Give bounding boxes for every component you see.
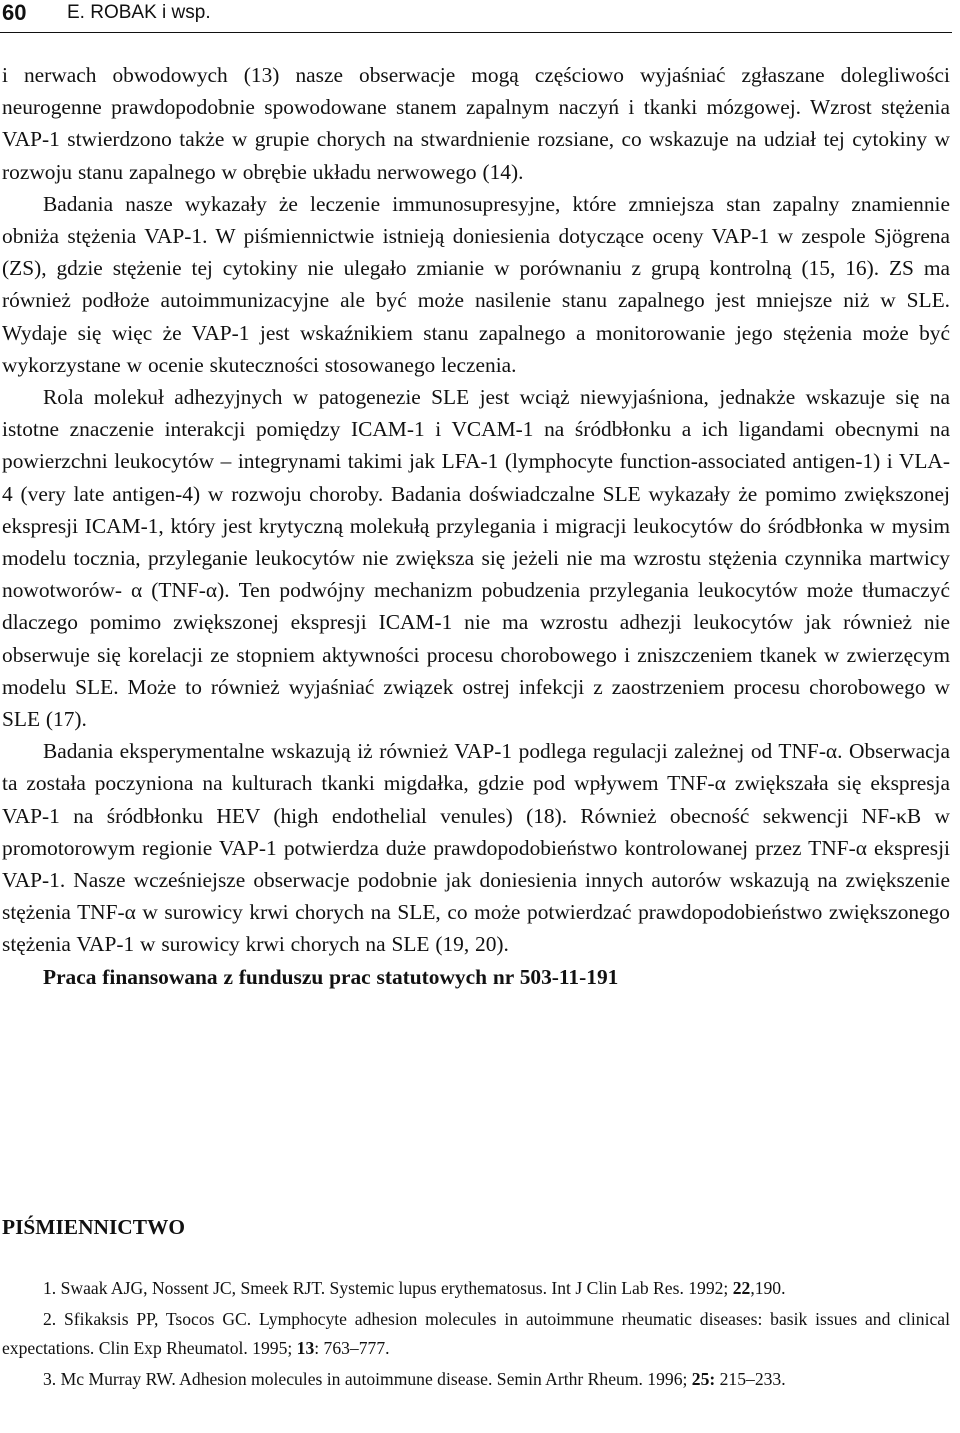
reference-volume: 25: — [691, 1368, 716, 1389]
reference-pages: : 763–777. — [314, 1338, 390, 1358]
reference-volume: 13 — [296, 1338, 315, 1358]
header-rule — [0, 32, 952, 33]
reference-text: 1. Swaak AJG, Nossent JC, Smeek RJT. Systemic lupus erythematosus. Int J Clin Lab Res. 1992; — [43, 1278, 733, 1298]
reference-text: 2. Sfikaksis PP, Tsocos GC. Lymphocyte adhesion molecules in autoimmune rheumatic diseases: basik issues and clinical expectations. Clin Exp Rheumatol. 1995; — [2, 1308, 950, 1358]
page-number: 60 — [2, 0, 27, 25]
reference-item — [2, 1365, 950, 1395]
reference-item — [2, 1305, 950, 1364]
funding-note: Praca finansowana z funduszu prac statutowych nr 503-11-191 — [43, 964, 619, 989]
paragraph: Badania eksperymentalne wskazują iż również VAP-1 podlega regulacji zależnej od TNF-α. Obserwacja ta została poczyniona na kulturach tkanki migdałka, gdzie pod wpływem TNF-α zwiększała się ekspresja VAP-1 na śródbłonku HEV (high endothelial venules) (18). Również obecność sekwencji NF-κB w promotorowym regionie VAP-1 potwierdza duże prawdopodobieństwo kontrolowanej przez TNF-α ekspresji VAP-1. Nasze wcześniejsze obserwacje podobnie jak doniesienia innych autorów wskazują na zwiększenie stężenia TNF-α w surowicy krwi chorych na SLE, co może potwierdzać prawdopodobieństwo zwiększonego stężenia VAP-1 w surowicy krwi chorych na SLE (19, 20). — [2, 739, 950, 957]
references-list — [2, 1274, 950, 1394]
paragraph: Badania nasze wykazały że leczenie immunosupresyjne, które zmniejsza stan zapalny znamiennie obniża stężenia VAP-1. W piśmiennictwie istnieją doniesienia dotyczące oceny VAP-1 w zespole Sjögrena (ZS), gdzie stężenie tej cytokiny nie ulegało zmianie w porównaniu z grupą kontrolną (15, 16). ZS ma również podłoże autoimmunizacyjne ale być może nasilenie stanu zapalnego jest mniejsze niż w SLE. Wydaje się więc że VAP-1 jest wskaźnikiem stanu zapalnego a monitorowanie jego stężenia może być wykorzystane w ocenie skuteczności stosowanego leczenia. — [2, 191, 950, 377]
page-header — [0, 0, 952, 36]
references-heading: PIŚMIENNICTWO — [2, 1215, 186, 1239]
article-body — [2, 59, 950, 993]
reference-pages: ,190. — [750, 1278, 786, 1298]
reference-item — [2, 1274, 950, 1304]
paragraph: Rola molekuł adhezyjnych w patogenezie SLE jest wciąż niewyjaśniona, jednakże wskazuje się na istotne znaczenie interakcji pomiędzy ICAM-1 i VCAM-1 na śródbłonku a ich ligandami obecnymi na powierzchni leukocytów – integrynami takimi jak LFA-1 (lymphocyte function-associated antigen-1) i VLA-4 (very late antigen-4) w rozwoju choroby. Badania doświadczalne SLE wykazały że pomimo zwiększonej ekspresji ICAM-1, który jest krytyczną molekułą przylegania i migracji leukocytów do śródbłonka w mysim modelu tocznia, przyleganie leukocytów nie zwiększa się jeżeli nie ma wzrostu stężenia czynnika martwicy nowotworów- α (TNF-α). Ten podwójny mechanizm pobudzenia przylegania leukocytów może tłumaczyć dlaczego pomimo zwiększonej ekspresji ICAM-1 nie ma wzrostu adhezji leukocytów jak również nie obserwuje się korelacji ze stopniem aktywności procesu chorobowego i zniszczeniem tkanek w zwierzęcym modelu SLE. Może to również wyjaśniać związek ostrej infekcji z zaostrzeniem procesu chorobowego w SLE (17). — [2, 385, 950, 732]
paragraph: i nerwach obwodowych (13) nasze obserwacje mogą częściowo wyjaśniać zgłaszane dolegliwości neurogenne prawdopodobnie spowodowane stanem zapalnym naczyń i tkanki mózgowej. Wzrost stężenia VAP-1 stwierdzono także w grupie chorych na stwardnienie rozsiane, co wskazuje na udział tej cytokiny w rozwoju stanu zapalnego w obrębie układu nerwowego (14). — [2, 63, 950, 184]
reference-text: 3. Mc Murray RW. Adhesion molecules in autoimmune disease. Semin Arthr Rheum. 1996; — [43, 1368, 692, 1389]
running-head: E. ROBAK i wsp. — [67, 2, 211, 23]
reference-pages: 215–233. — [715, 1368, 786, 1389]
reference-volume: 22 — [732, 1278, 751, 1298]
